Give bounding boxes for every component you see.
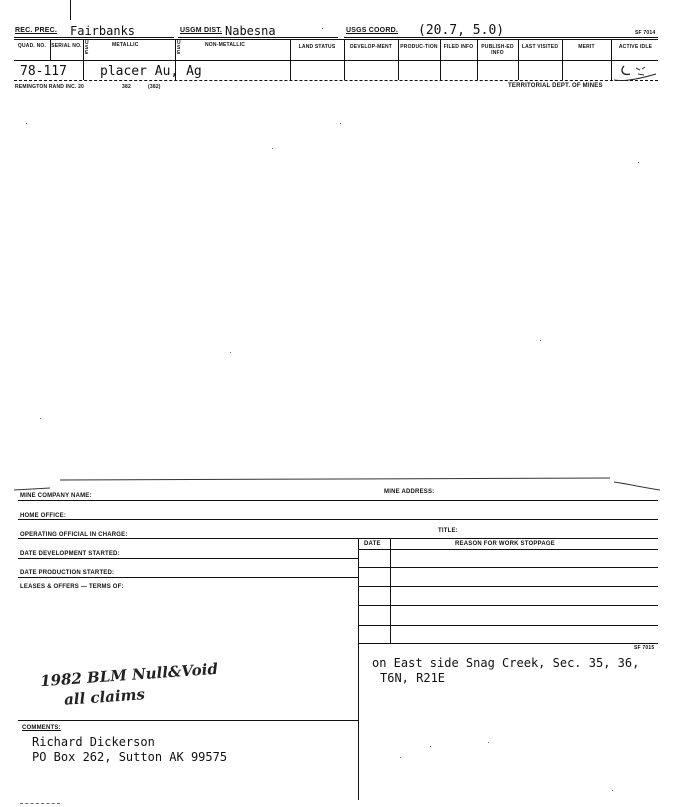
- row-line-company: [18, 500, 658, 501]
- col-last-visited: LAST VISITED: [521, 44, 559, 50]
- col-merit: MERIT: [578, 44, 595, 50]
- location-line1: on East side Snag Creek, Sec. 35, 36,: [372, 656, 640, 670]
- speck: [540, 340, 541, 341]
- col-production: PRODUC-TION: [400, 44, 438, 50]
- col-divider: [83, 39, 84, 80]
- date-col-label: DATE: [364, 541, 381, 547]
- speck: [612, 790, 613, 791]
- usgm-dist-label: USGM DIST.: [180, 27, 223, 34]
- stoppage-date-divider: [390, 538, 391, 643]
- speck: [40, 418, 41, 419]
- card-edge-curve: [10, 474, 670, 496]
- handwritten-note-line1: 1982 BLM Null&Void: [39, 659, 219, 691]
- col-active-idle: ACTIVE IDLE: [618, 44, 653, 50]
- date-production-label: DATE PRODUCTION STARTED:: [20, 570, 115, 576]
- usgm-dist-value: Nabesna: [225, 24, 276, 38]
- printer-code-paren: (382): [148, 84, 161, 90]
- speck: [400, 757, 401, 758]
- stoppage-row-line: [358, 605, 658, 606]
- col-divider: [344, 39, 345, 80]
- speck: [638, 162, 639, 163]
- bottom-card-center-divider: [358, 538, 359, 800]
- usgs-coord-value: (20.7, 5.0): [418, 23, 505, 38]
- mine-address-label: MINE ADDRESS:: [384, 489, 435, 495]
- serial-value: 78-117: [20, 64, 67, 79]
- stoppage-row-line: [358, 643, 658, 644]
- stoppage-row-line: [358, 586, 658, 587]
- speck: [340, 123, 341, 124]
- table-bottom-border: [14, 80, 658, 81]
- col-filed-info: FILED INFO: [443, 44, 474, 50]
- stoppage-row-line: [358, 567, 658, 568]
- col-non-metallic: NON-METALLIC: [205, 42, 246, 48]
- form-number-bottom: SF 7015: [634, 645, 655, 651]
- date-development-label: DATE DEVELOPMENT STARTED:: [20, 551, 120, 557]
- col-land-status: LAND STATUS: [298, 44, 336, 50]
- operating-official-label: OPERATING OFFICIAL IN CHARGE:: [20, 532, 128, 538]
- stoppage-header-line: [358, 549, 658, 550]
- dept-line: TERRITORIAL DEPT. OF MINES: [508, 83, 603, 89]
- top-tick-line: [70, 0, 71, 20]
- col-divider: [440, 39, 441, 80]
- mine-company-label: MINE COMPANY NAME:: [20, 493, 92, 499]
- rec-prec-label: REC. PREC.: [15, 27, 58, 34]
- col-divider: [398, 39, 399, 80]
- comments-label: COMMENTS:: [22, 725, 61, 731]
- usgm-dist-underline: [178, 37, 338, 38]
- stoppage-row-line: [358, 625, 658, 626]
- bottom-edge-mark: [20, 803, 60, 804]
- title-label: TITLE:: [438, 528, 458, 534]
- row-line-home-office: [18, 519, 658, 520]
- printer-line: REMINGTON RAND INC. 20: [15, 84, 85, 90]
- leases-label: LEASES & OFFERS — TERMS OF:: [20, 584, 124, 590]
- col-use-metallic: U S E: [85, 40, 89, 56]
- comments-line2: PO Box 262, Sutton AK 99575: [32, 750, 228, 764]
- comments-line1: Richard Dickerson: [32, 735, 155, 749]
- row-line-official: [18, 538, 658, 539]
- location-line2: T6N, R21E: [380, 671, 446, 685]
- scribble-mark: [612, 60, 658, 84]
- rec-prec-value: Fairbanks: [70, 24, 136, 38]
- speck: [322, 28, 323, 29]
- row-line-dev: [18, 558, 358, 559]
- reason-col-label: REASON FOR WORK STOPPAGE: [455, 541, 555, 547]
- printer-code: 382: [122, 84, 131, 90]
- metallic-value: placer Au, Ag: [100, 64, 202, 79]
- home-office-label: HOME OFFICE:: [20, 513, 67, 519]
- col-metallic: METALLIC: [112, 42, 139, 48]
- usgs-coord-label: USGS COORD.: [346, 27, 398, 34]
- col-divider: [518, 39, 519, 80]
- usgs-coord-underline: [344, 37, 658, 38]
- col-divider: [290, 39, 291, 80]
- row-line-prod: [18, 577, 358, 578]
- rec-prec-underline: [14, 37, 174, 38]
- handwritten-note-line2: all claims: [63, 685, 146, 709]
- col-serial-no: SERIAL NO.: [51, 43, 82, 49]
- form-number-top: SF 7014: [635, 30, 656, 36]
- speck: [26, 123, 27, 124]
- col-divider: [477, 39, 478, 80]
- col-divider: [562, 39, 563, 80]
- speck: [230, 352, 231, 353]
- col-development: DEVELOP-MENT: [349, 44, 393, 50]
- col-published-info: PUBLISH-ED INFO: [481, 44, 514, 56]
- speck: [488, 742, 489, 743]
- speck: [430, 746, 431, 747]
- comments-top-line: [18, 720, 358, 721]
- col-quad-no: QUAD. NO.: [17, 43, 47, 49]
- col-use-nonmetallic: U S E: [177, 40, 181, 56]
- speck: [272, 148, 273, 149]
